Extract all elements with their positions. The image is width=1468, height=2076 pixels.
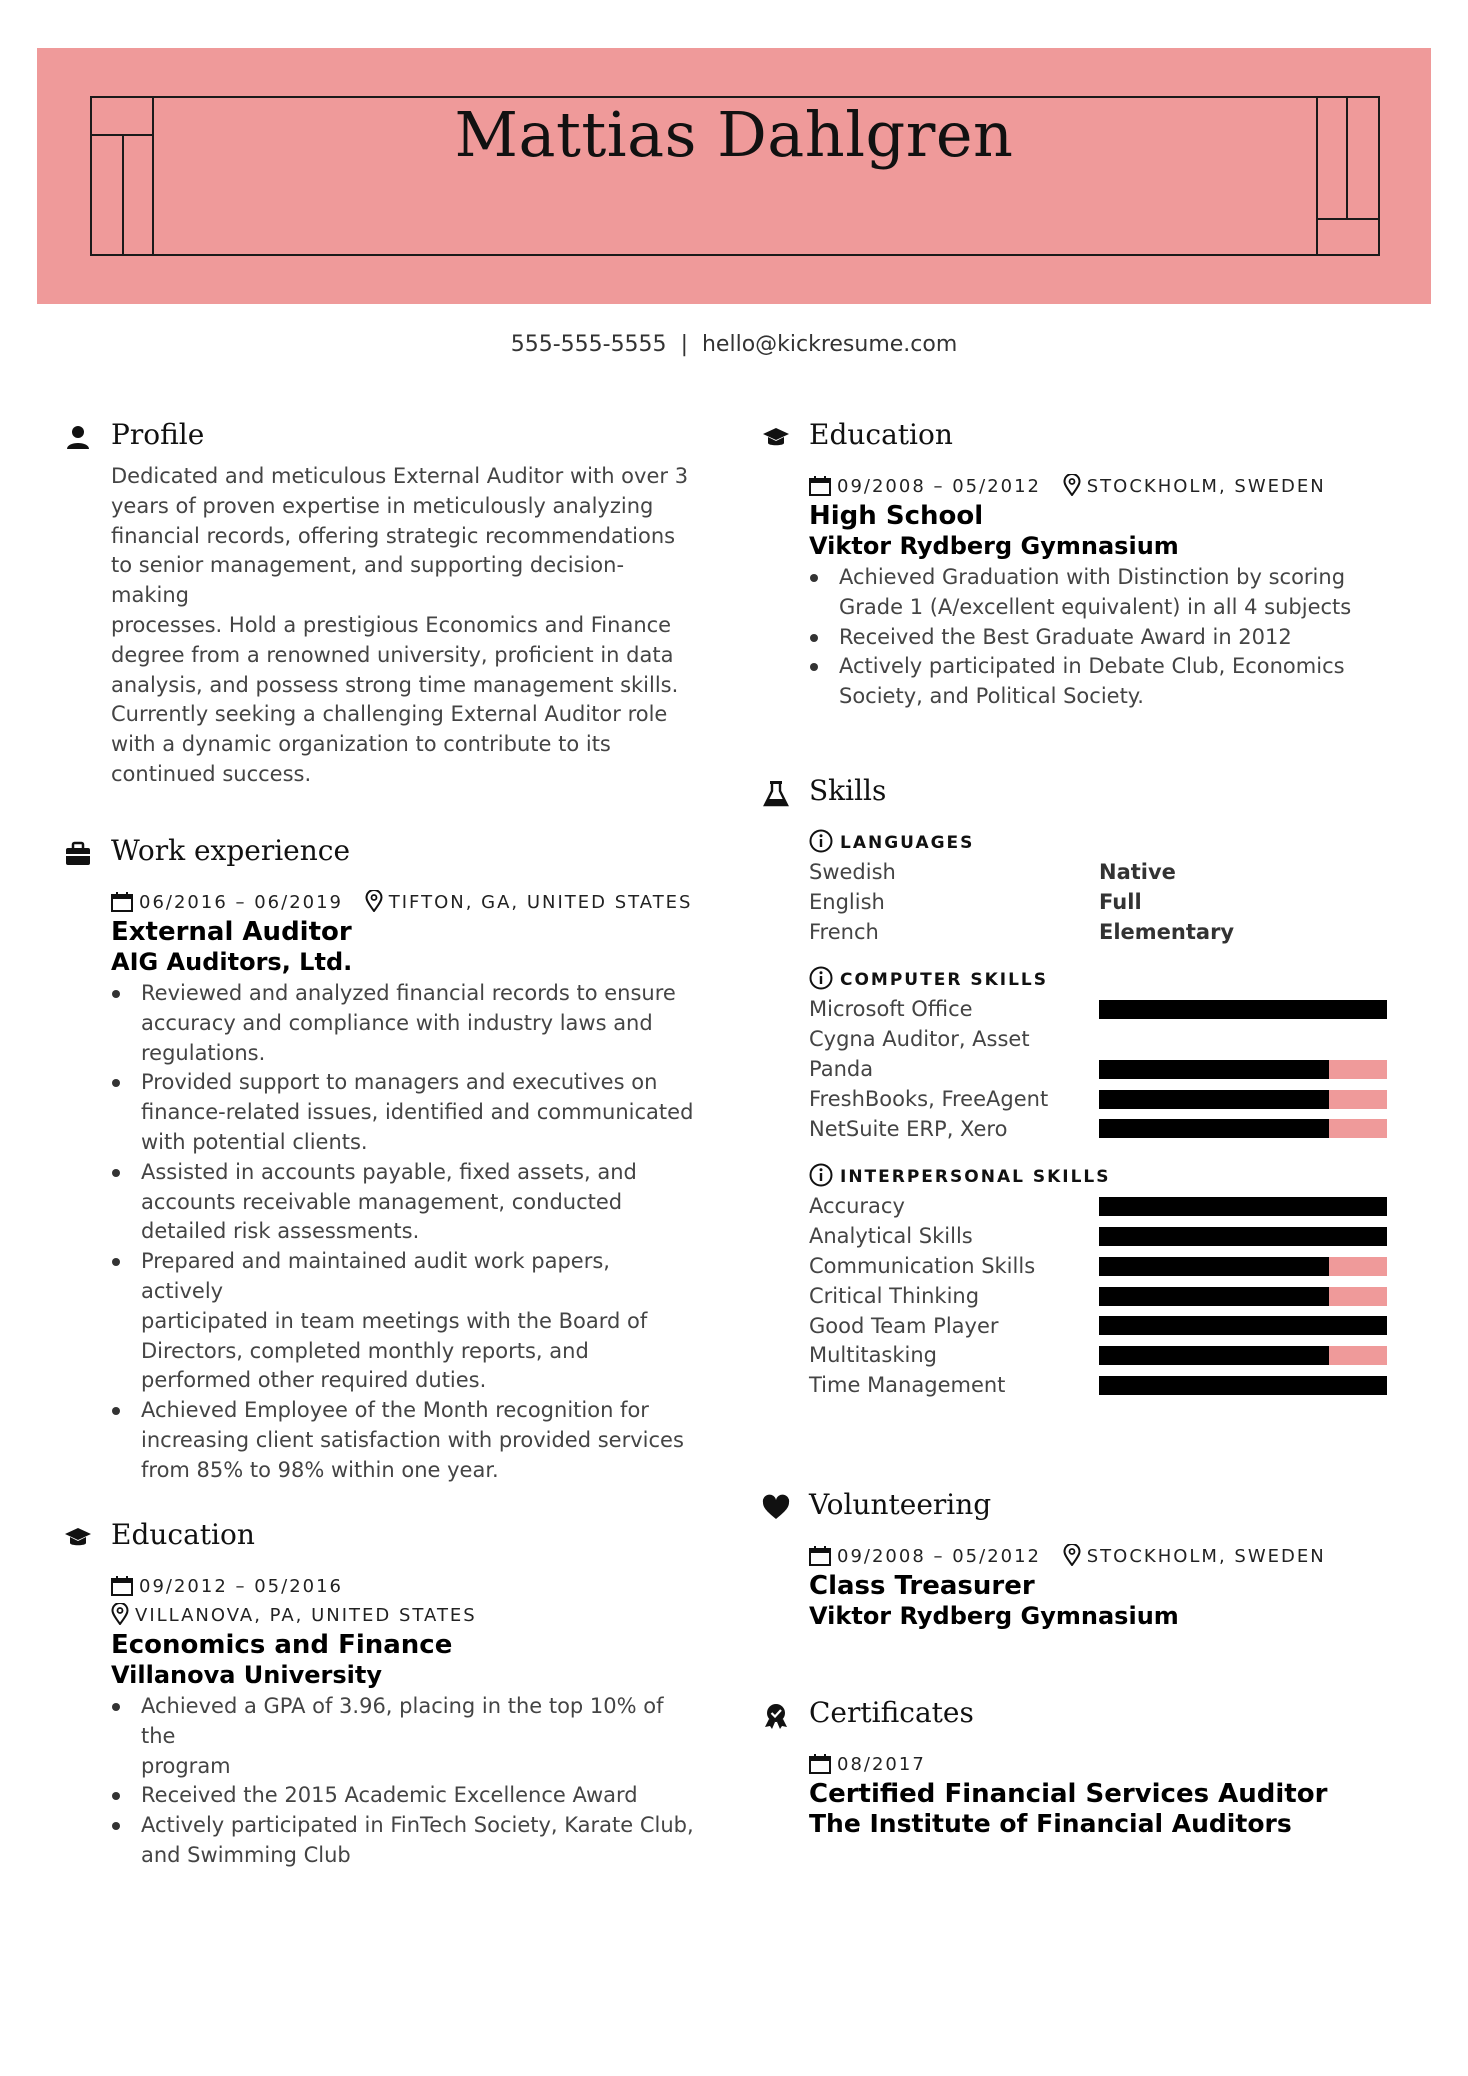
profile-line: degree from a renowned university, proficient in data	[111, 642, 674, 667]
interpersonal-skill-row	[809, 1252, 1412, 1282]
skill-level-fill	[1099, 1346, 1329, 1365]
bullet-line: Society, and Political Society.	[839, 684, 1144, 709]
header-band	[37, 48, 1431, 304]
education-right-title: Education	[809, 418, 953, 451]
education-right-section	[762, 418, 1412, 712]
profile-section	[64, 418, 694, 790]
language-level: Elementary	[1099, 919, 1235, 944]
interpersonal-skill-row	[809, 1312, 1412, 1342]
skill-level-fill	[1099, 1257, 1329, 1276]
skill-level-fill	[1099, 1197, 1387, 1216]
skill-level-fill	[1099, 1060, 1329, 1079]
bullet-item	[839, 623, 1412, 653]
volunteering-title: Volunteering	[809, 1488, 992, 1521]
interpersonal-skill-row	[809, 1282, 1412, 1312]
bullet-line: Assisted in accounts payable, fixed assets, and	[141, 1159, 637, 1184]
calendar-icon	[809, 476, 831, 496]
skill-level-bar	[1099, 1287, 1387, 1306]
interpersonal-skill-row	[809, 1192, 1412, 1222]
info-icon	[809, 966, 833, 990]
bullet-line: with potential clients.	[141, 1129, 368, 1154]
bullet-line: finance-related issues, identified and communicated	[141, 1100, 694, 1125]
profile-line: years of proven expertise in meticulously analyzing	[111, 493, 654, 518]
education-left-title: Education	[111, 1518, 255, 1551]
volunteering-section	[762, 1488, 1412, 1631]
certificate-date: 08/2017	[837, 1754, 926, 1775]
profile-line: to senior management, and supporting decision-making	[111, 553, 625, 608]
interpersonal-skill-row	[809, 1222, 1412, 1252]
bullet-line: increasing client satisfaction with provided services	[141, 1427, 684, 1452]
bullet-line: accuracy and compliance with industry laws and	[141, 1010, 653, 1035]
education-left-degree: Economics and Finance	[111, 1630, 453, 1660]
location-pin-icon	[365, 890, 383, 912]
work-role: External Auditor	[111, 917, 352, 947]
education-right-bullet-list	[809, 563, 1412, 712]
education-left-location: VILLANOVA, PA, UNITED STATES	[135, 1605, 477, 1626]
skill-level-bar	[1099, 1376, 1387, 1395]
flask-icon	[762, 780, 790, 808]
skill-level-fill	[1099, 1090, 1329, 1109]
skill-level-bar	[1099, 1316, 1387, 1335]
graduation-cap-icon	[762, 424, 790, 452]
work-company: AIG Auditors, Ltd.	[111, 948, 353, 976]
skill-name: Analytical Skills	[809, 1224, 973, 1249]
heart-icon	[762, 1494, 790, 1522]
education-left-school: Villanova University	[111, 1661, 382, 1689]
location-pin-icon	[111, 1603, 129, 1625]
bullet-line: and Swimming Club	[141, 1842, 351, 1867]
profile-line: with a dynamic organization to contribute to its	[111, 732, 611, 757]
profile-line: financial records, offering strategic recommendations	[111, 523, 676, 548]
bullet-line: Actively participated in Debate Club, Economics	[839, 654, 1345, 679]
volunteering-meta	[809, 1542, 1412, 1571]
work-meta	[111, 888, 694, 917]
bullet-item	[141, 1396, 694, 1485]
volunteering-dates: 09/2008 – 05/2012	[837, 1546, 1041, 1567]
computer-skill-row	[809, 1085, 1412, 1115]
language-name: Swedish	[809, 860, 896, 884]
skill-level-bar	[1099, 1119, 1387, 1138]
phone-number[interactable]: 555-555-5555	[510, 332, 667, 357]
location-pin-icon	[1063, 474, 1081, 496]
bullet-line: Reviewed and analyzed financial records to ensure	[141, 981, 676, 1005]
bullet-line: participated in team meetings with the Board of	[141, 1308, 648, 1333]
languages-list	[762, 858, 1412, 947]
bullet-item	[141, 979, 694, 1068]
work-title: Work experience	[111, 834, 351, 867]
bullet-line: Grade 1 (A/excellent equivalent) in all 4 subjects	[839, 594, 1352, 619]
skills-section	[762, 774, 1412, 1401]
award-icon	[762, 1702, 790, 1730]
interpersonal-skill-row	[809, 1341, 1412, 1371]
skill-level-bar	[1099, 1197, 1387, 1216]
graduation-cap-icon	[64, 1524, 92, 1552]
bullet-item	[141, 1247, 694, 1396]
calendar-icon	[809, 1546, 831, 1566]
volunteering-role: Class Treasurer	[809, 1571, 1035, 1601]
skill-name: Accuracy	[809, 1194, 905, 1219]
skill-name: Cygna Auditor, Asset Panda	[809, 1027, 1030, 1081]
language-level: Full	[1099, 889, 1142, 914]
skill-level-fill	[1099, 1287, 1329, 1306]
computer-skills-heading: COMPUTER SKILLS	[809, 965, 1412, 995]
skill-level-bar	[1099, 1000, 1387, 1019]
info-icon	[809, 1163, 833, 1187]
bullet-item	[141, 1068, 694, 1157]
profile-line: processes. Hold a prestigious Economics and Finance	[111, 612, 672, 637]
education-right-school: Viktor Rydberg Gymnasium	[809, 532, 1179, 560]
bullet-line: Actively participated in FinTech Society, Karate Club,	[141, 1813, 694, 1838]
bullet-item	[839, 652, 1412, 712]
language-row	[809, 888, 1412, 918]
contact-line	[0, 332, 1468, 357]
education-right-degree: High School	[809, 501, 984, 531]
certificates-title: Certificates	[809, 1696, 974, 1729]
calendar-icon	[111, 892, 133, 912]
bullet-line: Provided support to managers and executives on	[141, 1070, 658, 1095]
bullet-item	[839, 563, 1412, 623]
education-left-dates-row	[111, 1572, 694, 1601]
location-pin-icon	[1063, 1544, 1081, 1566]
language-row	[809, 858, 1412, 888]
language-name: French	[809, 919, 879, 944]
profile-line: analysis, and possess strong time management skills.	[111, 672, 679, 697]
computer-skill-row	[809, 1115, 1412, 1145]
skill-level-bar	[1099, 1060, 1387, 1079]
bullet-line: from 85% to 98% within one year.	[141, 1457, 499, 1482]
computer-skills-list	[762, 995, 1412, 1144]
computer-skill-row	[809, 1025, 1412, 1085]
education-left-section	[64, 1518, 694, 1871]
skill-name: FreshBooks, FreeAgent	[809, 1086, 1049, 1111]
education-right-location: STOCKHOLM, SWEDEN	[1086, 476, 1326, 497]
skill-level-fill	[1099, 1227, 1387, 1246]
bullet-line: detailed risk assessments.	[141, 1219, 420, 1244]
computer-skill-row	[809, 995, 1412, 1025]
certificate-issuer: The Institute of Financial Auditors	[809, 1809, 1292, 1838]
bullet-line: Received the Best Graduate Award in 2012	[839, 624, 1292, 649]
email-address[interactable]: hello@kickresume.com	[701, 332, 958, 357]
work-experience-section	[64, 834, 694, 1486]
bullet-line: regulations.	[141, 1040, 266, 1065]
profile-line: continued success.	[111, 761, 312, 786]
bullet-item	[141, 1781, 694, 1811]
resume-name: Mattias Dahlgren	[454, 98, 1014, 171]
bullet-line: performed other required duties.	[141, 1368, 487, 1393]
language-name: English	[809, 889, 885, 914]
profile-line: Currently seeking a challenging External Auditor role	[111, 702, 668, 727]
work-bullet-list	[111, 979, 694, 1486]
skill-level-bar	[1099, 1227, 1387, 1246]
skill-name: Time Management	[809, 1373, 1006, 1398]
volunteering-org: Viktor Rydberg Gymnasium	[809, 1602, 1179, 1630]
skills-title: Skills	[809, 774, 887, 807]
interpersonal-skill-row	[809, 1371, 1412, 1401]
bullet-item	[141, 1158, 694, 1247]
work-dates: 06/2016 – 06/2019	[139, 892, 343, 913]
skill-level-bar	[1099, 1090, 1387, 1109]
profile-summary	[111, 462, 694, 790]
profile-line: Dedicated and meticulous External Auditor with over 3	[111, 464, 689, 488]
interpersonal-skills-list	[762, 1192, 1412, 1401]
skill-level-fill	[1099, 1376, 1387, 1395]
skill-name: Multitasking	[809, 1343, 938, 1368]
languages-heading: LANGUAGES	[809, 828, 1412, 858]
skill-name: Communication Skills	[809, 1253, 1036, 1278]
calendar-icon	[111, 1576, 133, 1596]
education-left-dates: 09/2012 – 05/2016	[139, 1576, 343, 1597]
briefcase-icon	[64, 840, 92, 868]
bullet-line: Prepared and maintained audit work papers, actively	[141, 1249, 610, 1303]
calendar-icon	[809, 1754, 831, 1774]
bullet-item	[141, 1692, 694, 1781]
bullet-line: Achieved a GPA of 3.96, placing in the top 10% of the	[141, 1694, 664, 1748]
skill-name: Microsoft Office	[809, 997, 973, 1022]
skill-level-bar	[1099, 1346, 1387, 1365]
bullet-item	[141, 1811, 694, 1871]
education-right-meta	[809, 472, 1412, 501]
bullet-line: Directors, completed monthly reports, and	[141, 1338, 589, 1363]
work-location: TIFTON, GA, UNITED STATES	[388, 892, 693, 913]
bullet-line: accounts receivable management, conducted	[141, 1189, 623, 1214]
education-left-bullet-list	[111, 1692, 694, 1871]
language-row	[809, 918, 1412, 948]
skill-level-fill	[1099, 1000, 1387, 1019]
education-right-dates: 09/2008 – 05/2012	[837, 476, 1041, 497]
volunteering-location: STOCKHOLM, SWEDEN	[1086, 1546, 1326, 1567]
bullet-line: Received the 2015 Academic Excellence Award	[141, 1783, 638, 1808]
certificates-section	[762, 1696, 1412, 1839]
skill-name: Good Team Player	[809, 1313, 999, 1338]
skill-level-fill	[1099, 1119, 1329, 1138]
skill-level-fill	[1099, 1316, 1387, 1335]
education-left-location-row	[111, 1601, 694, 1630]
language-level: Native	[1099, 860, 1176, 884]
bullet-line: Achieved Graduation with Distinction by scoring	[839, 565, 1346, 589]
certificate-name: Certified Financial Services Auditor	[809, 1779, 1328, 1809]
info-icon	[809, 829, 833, 853]
skill-name: Critical Thinking	[809, 1283, 980, 1308]
profile-title: Profile	[111, 418, 205, 451]
certificate-date-row	[809, 1750, 1412, 1779]
interpersonal-skills-heading: INTERPERSONAL SKILLS	[809, 1162, 1412, 1192]
bullet-line: Achieved Employee of the Month recognition for	[141, 1398, 649, 1423]
user-icon	[64, 424, 92, 452]
skill-name: NetSuite ERP, Xero	[809, 1116, 1008, 1141]
skill-level-bar	[1099, 1257, 1387, 1276]
bullet-line: program	[141, 1753, 231, 1778]
contact-separator: |	[680, 332, 688, 357]
